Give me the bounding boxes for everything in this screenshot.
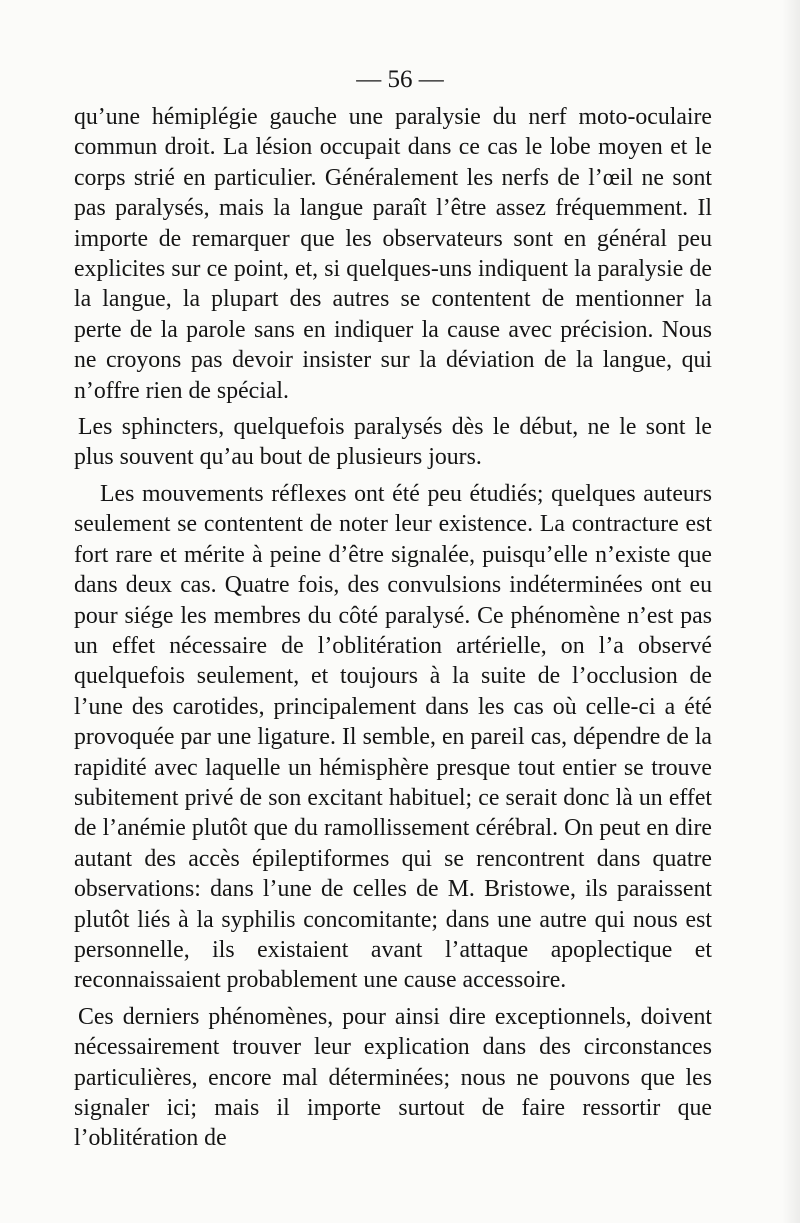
body-text (74, 102, 712, 1160)
paragraph-1: qu’une hémiplégie gauche une paralysie du nerf moto-oculaire commun droit. La lésion occupait dans ce cas le lobe moyen et le corps strié en particulier. Généralement les nerfs de l’œil ne sont pas paralysés, mais la langue paraît l’être assez fréquemment. Il importe de remarquer que les observateurs sont en général peu explicites sur ce point, et, si quelques-uns indiquent la paralysie de la langue, la plupart des autres se contentent de mentionner la perte de la parole sans en indiquer la cause avec précision. Nous ne croyons pas devoir insister sur la déviation de la langue, qui n’offre rien de spécial. (74, 104, 712, 404)
page-edge-shadow (782, 0, 800, 1223)
paragraph-2: Les sphincters, quelquefois paralysés dès le début, ne le sont le plus souvent qu’au bout de plusieurs jours. (74, 414, 712, 471)
paragraph-4: Ces derniers phénomènes, pour ainsi dire exceptionnels, doivent nécessairement trouver leur explication dans des circonstances particulières, encore mal déterminées; nous ne pouvons que les signaler ici; mais il importe surtout de faire ressortir que l’oblitération de (74, 1003, 712, 1152)
paragraph-3: Les mouvements réflexes ont été peu étudiés; quelques auteurs seulement se contentent de noter leur existence. La contracture est fort rare et mérite à peine d’être signalée, puisqu’elle n’existe que dans deux cas. Quatre fois, des convulsions indéterminées ont eu pour siége les membres du côté paralysé. Ce phénomène n’est pas un effet nécessaire de l’oblitération artérielle, on l’a observé quelquefois seulement, et toujours à la suite de l’occlusion de l’une des carotides, principalement dans les cas où celle-ci a été provoquée par une ligature. Il semble, en pareil cas, dépendre de la rapidité avec laquelle un hémisphère presque tout entier se trouve subitement privé de son excitant habituel; ce serait donc là un effet de l’anémie plutôt que du ramollissement cérébral. On peut en dire autant des accès épileptiformes qui se rencontrent dans quatre observations: dans l’une de celles de M. Bristowe, ils paraissent plutôt liés à la syphilis concomitante; dans une autre qui nous est personnelle, ils existaient avant l’attaque apoplectique et reconnaissaient probablement une cause accessoire. (74, 480, 712, 994)
page-number: — 56 — (356, 66, 444, 93)
